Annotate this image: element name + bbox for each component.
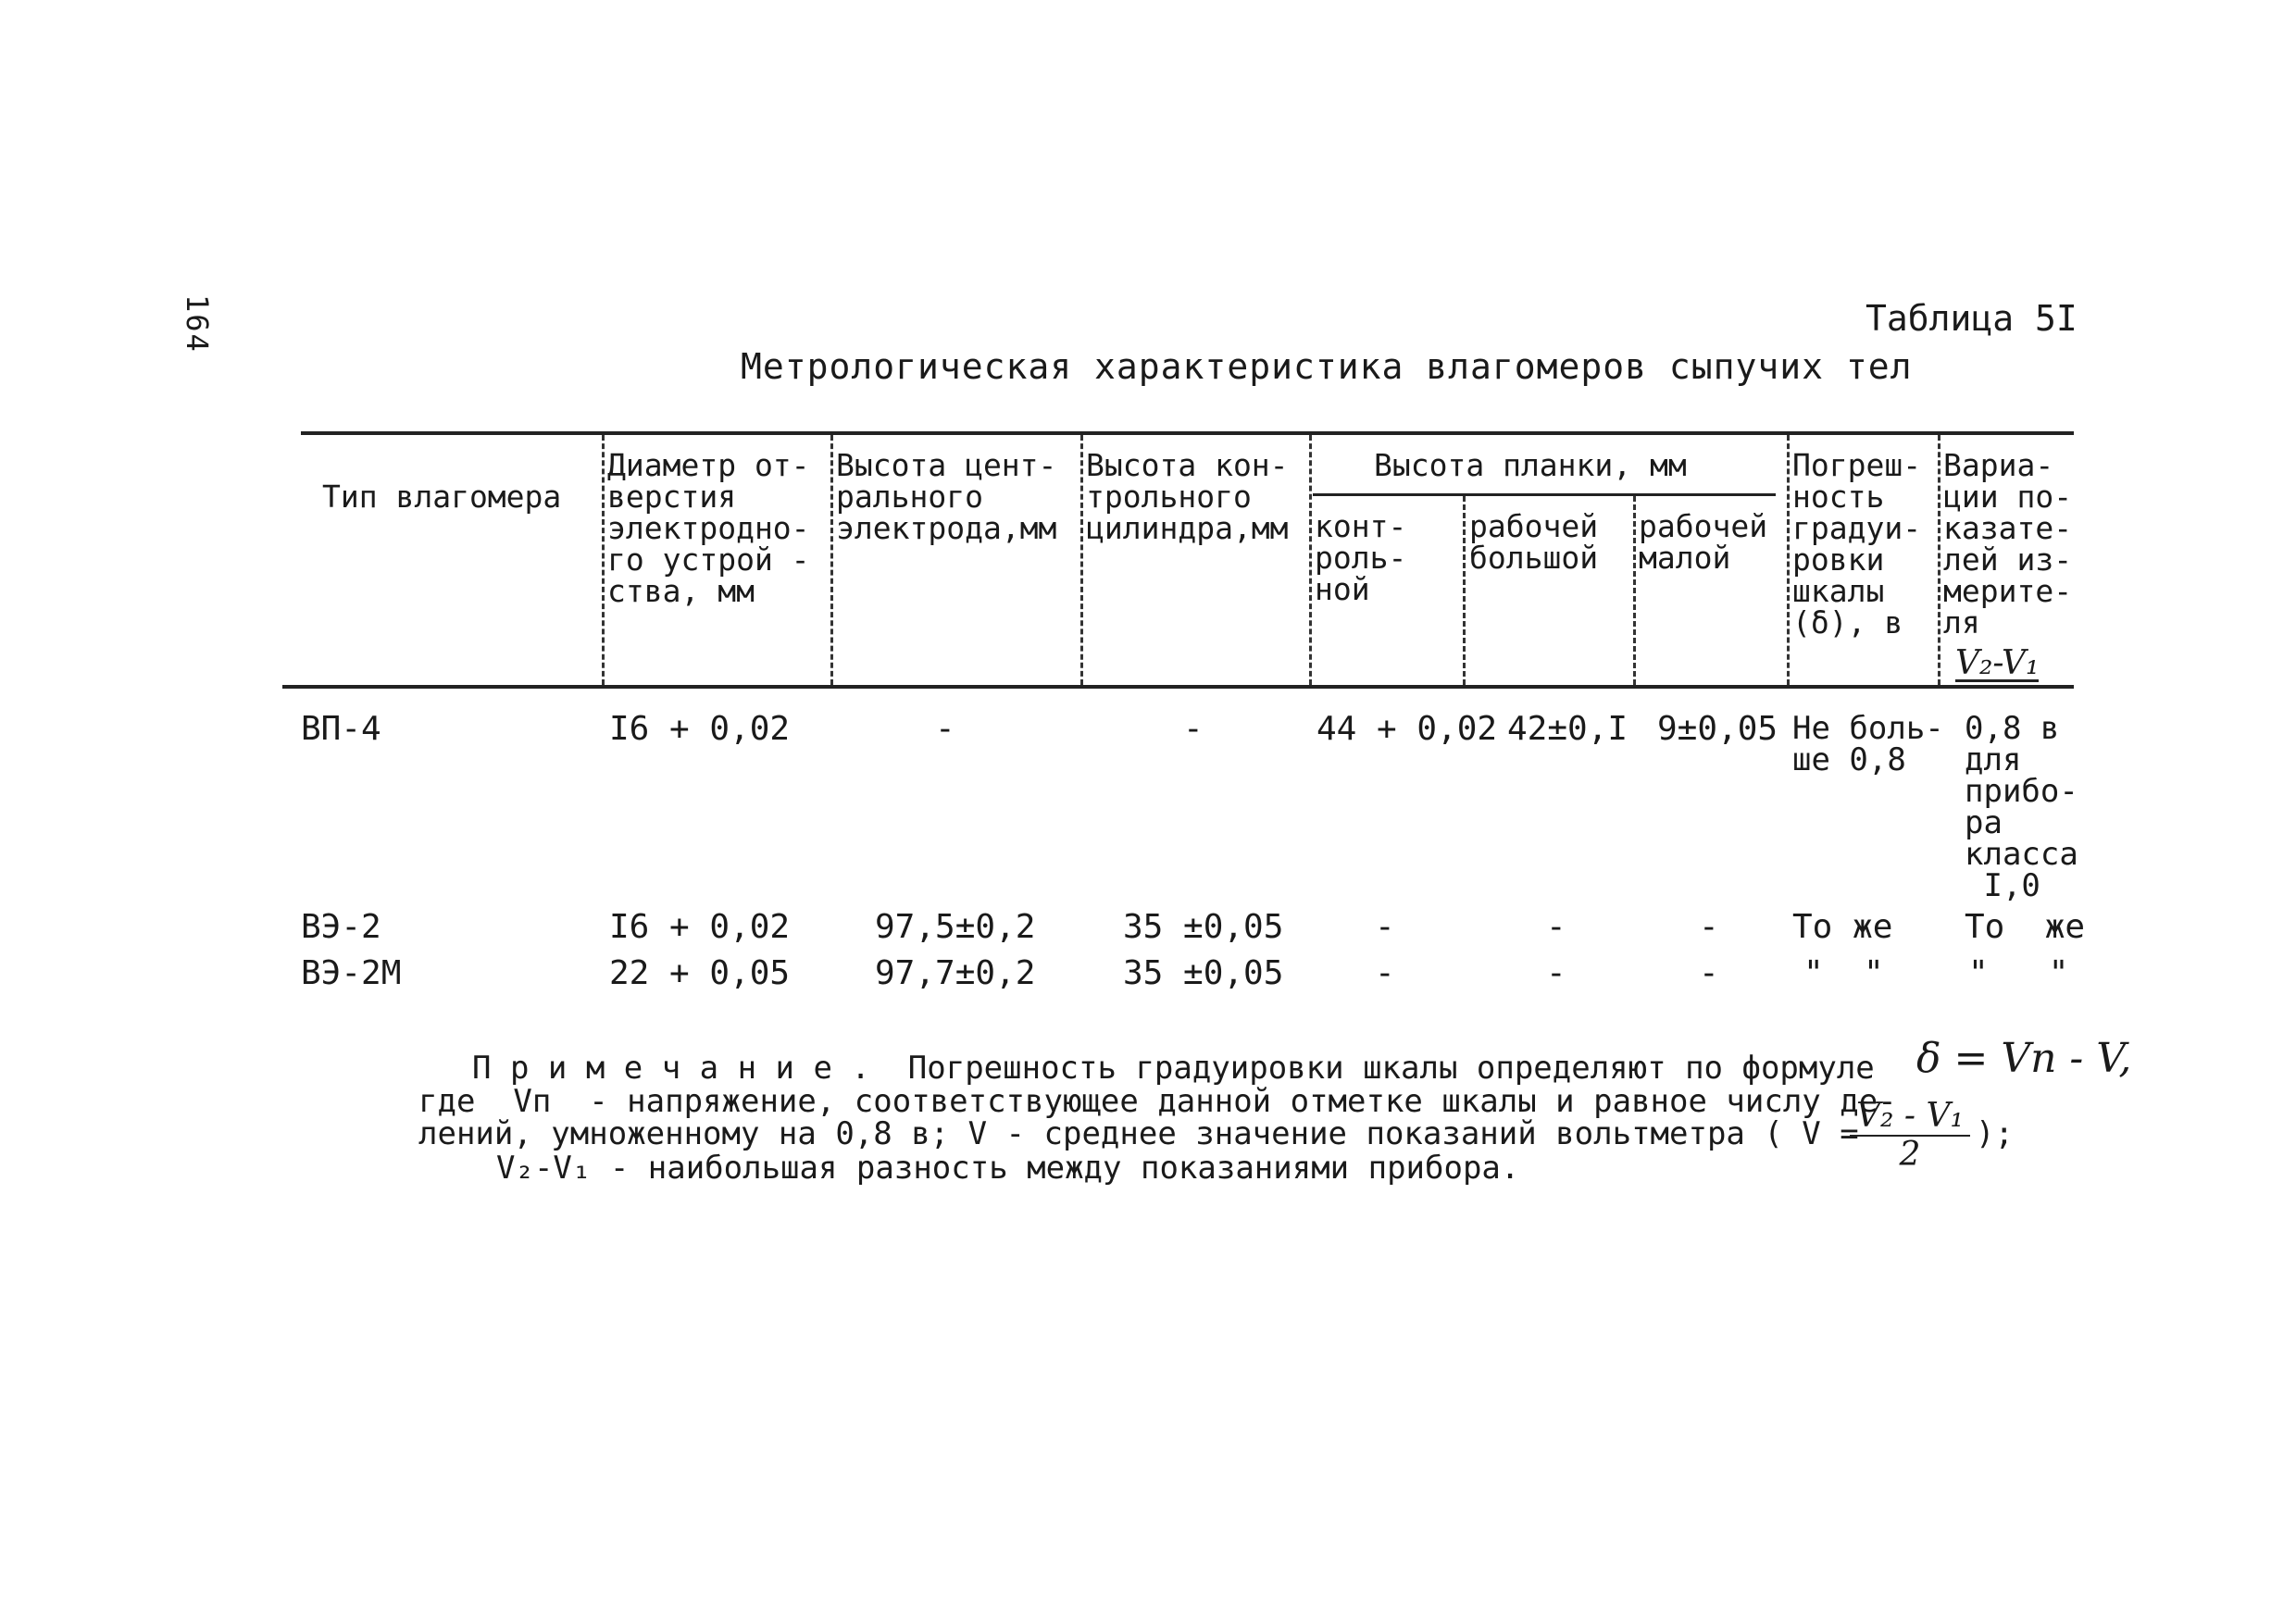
page-number: 164: [180, 294, 215, 354]
header-type: Тип влагомера: [322, 479, 562, 515]
header-cylinder-height: Высота кон- трольного цилиндра,мм: [1086, 447, 1289, 546]
column-separator: [1080, 435, 1083, 685]
column-separator: [830, 435, 833, 685]
cell-cylinder: 35 ±0,05: [1123, 954, 1284, 992]
cell-diameter: I6 + 0,02: [609, 908, 791, 946]
plank-subheader-rule: [1313, 493, 1776, 496]
table-title: Метрологическая характеристика влагомеров сыпучих тел: [741, 346, 1913, 387]
header-variation-formula: V₂-V₁: [1955, 644, 2040, 682]
cell-variation: 0,8 в для прибо- ра класса I,0: [1965, 710, 2078, 904]
cell-cylinder: 35 ±0,05: [1123, 908, 1284, 946]
cell-variation: То же: [1965, 908, 2086, 946]
cell-error: То же: [1792, 908, 1893, 946]
header-plank-control: конт- роль- ной: [1315, 508, 1407, 607]
fraction-denominator: 2: [1899, 1136, 1921, 1174]
cell-diameter: I6 + 0,02: [609, 710, 791, 748]
column-separator: [1787, 435, 1790, 685]
note-line-2: где Vп - напряжение, соответствующее данной отметке шкалы и равное числу де-: [418, 1083, 1897, 1120]
cell-big: -: [1546, 954, 1566, 992]
cell-center: 97,7±0,2: [875, 954, 1036, 992]
column-separator: [1633, 496, 1636, 685]
header-error: Погреш- ность градуи- ровки шкалы (δ), в: [1792, 447, 1922, 641]
cell-big: 42±0,I: [1507, 710, 1628, 748]
note-line-4: V₂-V₁ - наибольшая разность между показаниями прибора.: [496, 1150, 1520, 1187]
cell-small: -: [1699, 954, 1719, 992]
header-plank-group: Высота планки, мм: [1374, 447, 1687, 483]
header-plank-big: рабочей большой: [1469, 508, 1599, 576]
column-separator: [1938, 435, 1940, 685]
header-center-height: Высота цент- рального электрода,мм: [836, 447, 1057, 546]
table-label: Таблица 5I: [1866, 298, 2078, 339]
note-fraction-tail: );: [1976, 1115, 2014, 1152]
cell-control: -: [1375, 954, 1395, 992]
table-top-rule: [301, 431, 2074, 435]
cell-control: 44 + 0,02: [1316, 710, 1498, 748]
note-formula-delta: δ = Vп - V,: [1916, 1035, 2132, 1082]
cell-error: Не боль- ше 0,8: [1792, 710, 1944, 778]
cell-small: -: [1699, 908, 1719, 946]
column-separator: [1463, 496, 1466, 685]
cell-type: ВЭ-2: [301, 908, 381, 946]
cell-control: -: [1375, 908, 1395, 946]
cell-center: 97,5±0,2: [875, 908, 1036, 946]
cell-cylinder: -: [1183, 710, 1204, 748]
cell-error: " ": [1803, 954, 1884, 992]
cell-center: -: [935, 710, 955, 748]
note-line-3: лений, умноженному на 0,8 в; V - среднее значение показаний вольтметра ( V =: [418, 1115, 1859, 1152]
header-plank-small: рабочей малой: [1639, 508, 1768, 576]
cell-type: ВП-4: [301, 710, 381, 748]
cell-big: -: [1546, 908, 1566, 946]
column-separator: [1309, 435, 1312, 685]
column-separator: [602, 435, 605, 685]
cell-variation: " ": [1968, 954, 2069, 992]
header-variation: Вариа- ции по- казате- лей из- мерите- ля: [1943, 447, 2073, 641]
cell-type: ВЭ-2М: [301, 954, 402, 992]
cell-diameter: 22 + 0,05: [609, 954, 791, 992]
cell-small: 9±0,05: [1657, 710, 1778, 748]
table-header-bottom-rule: [282, 685, 2074, 689]
fraction-numerator: V₂ - V₁: [1850, 1098, 1970, 1137]
note-fraction: [1850, 1098, 1970, 1174]
header-diameter: Диаметр от- верстия электродно- го устрой - ства, мм: [607, 447, 810, 609]
note-line-1: П р и м е ч а н и е . Погрешность градуировки шкалы определяют по формуле: [472, 1050, 1875, 1087]
